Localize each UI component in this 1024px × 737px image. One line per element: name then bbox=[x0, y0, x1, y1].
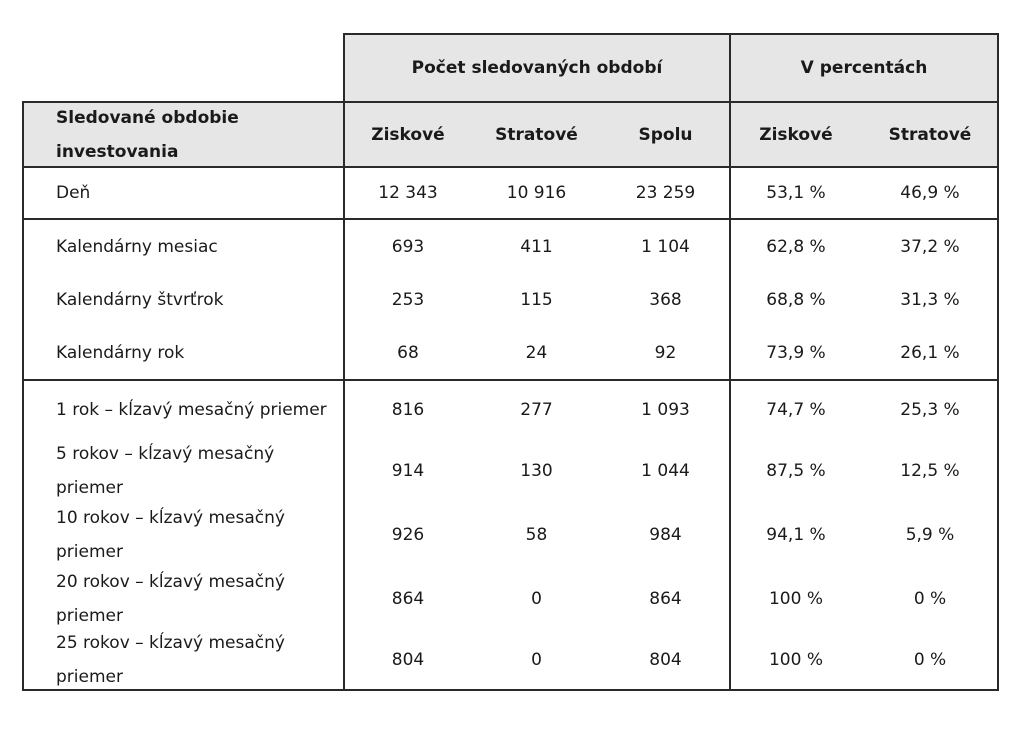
cell-loss-count: 115 bbox=[520, 289, 553, 310]
cell-profitable-pct: 94,1 % bbox=[766, 525, 826, 545]
column-header-profitable-pct: Ziskové bbox=[759, 124, 833, 145]
cell-total: 23 259 bbox=[635, 183, 696, 203]
column-header-profitable-count: Ziskové bbox=[371, 124, 445, 145]
column-header-period bbox=[23, 102, 344, 167]
cell-period-label: 20 rokov – kĺzavý mesačný priemer bbox=[56, 572, 285, 626]
cell-loss-pct: 37,2 % bbox=[900, 236, 960, 257]
cell-profitable-count: 68 bbox=[397, 343, 419, 363]
cell-total: 92 bbox=[654, 343, 677, 363]
column-header-loss-count: Stratové bbox=[495, 124, 578, 145]
cell-profitable-count: 253 bbox=[391, 289, 425, 310]
cell-period bbox=[23, 439, 344, 503]
cell-period-label: Kalendárny mesiac bbox=[56, 236, 218, 257]
cell-loss-pct: 0 % bbox=[913, 589, 947, 609]
cell-profitable-count: 816 bbox=[391, 400, 425, 420]
cell-period-label: 1 rok – kĺzavý mesačný priemer bbox=[56, 400, 327, 420]
cell-period-label: Kalendárny rok bbox=[56, 343, 185, 363]
cell-profitable-count: 693 bbox=[391, 236, 425, 257]
cell-loss-pct: 46,9 % bbox=[900, 183, 960, 203]
cell-period bbox=[23, 273, 344, 326]
cell-period bbox=[23, 220, 344, 273]
column-header-total: Spolu bbox=[638, 124, 693, 145]
cell-profitable-count: 926 bbox=[391, 525, 425, 545]
cell-profitable-pct: 74,7 % bbox=[766, 400, 826, 420]
grid-line-section-2 bbox=[23, 379, 999, 381]
cell-total: 1 104 bbox=[641, 236, 690, 257]
group-header-percent: V percentách bbox=[800, 58, 928, 78]
column-header-period-label: Sledované obdobie investovania bbox=[56, 107, 239, 162]
cell-total: 1 044 bbox=[641, 461, 690, 481]
cell-total: 804 bbox=[649, 650, 682, 670]
cell-loss-count: 10 916 bbox=[506, 183, 567, 203]
cell-period-label: 5 rokov – kĺzavý mesačný priemer bbox=[56, 444, 275, 498]
cell-total: 864 bbox=[649, 589, 682, 609]
cell-period-label: Kalendárny štvrťrok bbox=[56, 289, 224, 310]
cell-profitable-pct: 73,9 % bbox=[766, 343, 826, 363]
cell-total: 1 093 bbox=[641, 400, 690, 420]
cell-period-label: Deň bbox=[56, 183, 91, 203]
cell-loss-pct: 31,3 % bbox=[900, 289, 960, 310]
column-header-loss-pct: Stratové bbox=[888, 124, 972, 145]
grid-line-col-2 bbox=[729, 33, 731, 691]
cell-period-label: 10 rokov – kĺzavý mesačný priemer bbox=[56, 508, 285, 562]
cell-loss-pct: 26,1 % bbox=[900, 343, 960, 363]
cell-loss-count: 130 bbox=[520, 461, 553, 481]
cell-loss-count: 24 bbox=[525, 343, 548, 363]
cell-profitable-pct: 87,5 % bbox=[766, 461, 826, 481]
cell-profitable-count: 804 bbox=[391, 650, 425, 670]
cell-loss-pct: 0 % bbox=[913, 650, 947, 670]
cell-loss-count: 411 bbox=[520, 236, 553, 257]
cell-period bbox=[23, 381, 344, 439]
grid-line-header-bottom bbox=[23, 166, 999, 168]
grid-line-left bbox=[22, 101, 24, 691]
cell-period-label: 25 rokov – kĺzavý mesačný priemer bbox=[56, 633, 285, 687]
cell-total: 368 bbox=[649, 289, 682, 310]
cell-profitable-pct: 53,1 % bbox=[766, 183, 826, 203]
grid-line-col-1 bbox=[343, 33, 345, 691]
cell-period bbox=[23, 631, 344, 689]
cell-period bbox=[23, 326, 344, 380]
cell-profitable-pct: 62,8 % bbox=[766, 236, 826, 257]
cell-loss-count: 58 bbox=[525, 525, 548, 545]
cell-profitable-pct: 100 % bbox=[768, 650, 823, 670]
cell-loss-pct: 5,9 % bbox=[905, 525, 955, 545]
grid-line-section-1 bbox=[23, 218, 999, 220]
cell-period bbox=[23, 167, 344, 219]
cell-profitable-pct: 100 % bbox=[768, 589, 823, 609]
cell-profitable-count: 12 343 bbox=[378, 183, 438, 203]
cell-total: 984 bbox=[649, 525, 682, 545]
cell-loss-count: 277 bbox=[520, 400, 553, 420]
cell-loss-count: 0 bbox=[531, 589, 542, 609]
cell-loss-pct: 12,5 % bbox=[900, 461, 960, 481]
cell-profitable-count: 914 bbox=[391, 461, 425, 481]
grid-line-bottom bbox=[23, 689, 999, 691]
cell-profitable-count: 864 bbox=[391, 589, 425, 609]
cell-period bbox=[23, 503, 344, 567]
grid-line-top bbox=[344, 33, 999, 35]
grid-line-header-group bbox=[23, 101, 999, 103]
cell-profitable-pct: 68,8 % bbox=[766, 289, 826, 310]
cell-loss-count: 0 bbox=[531, 650, 542, 670]
cell-period bbox=[23, 567, 344, 631]
cell-loss-pct: 25,3 % bbox=[900, 400, 960, 420]
grid-line-right bbox=[997, 33, 999, 691]
group-header-count: Počet sledovaných období bbox=[411, 58, 663, 78]
